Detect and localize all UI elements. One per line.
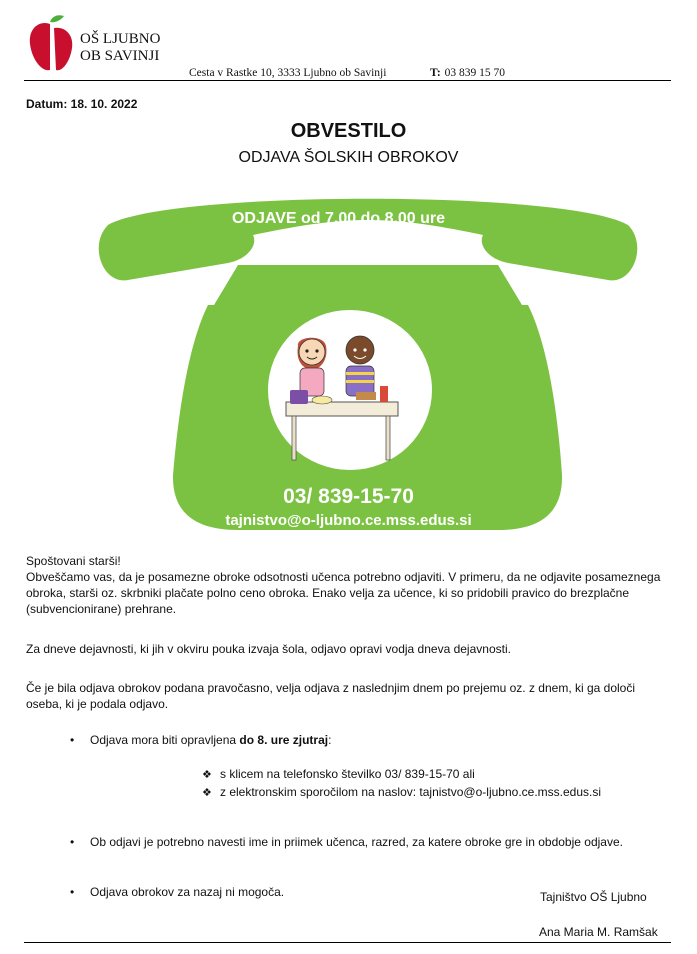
sub-item-2: z elektronskim sporočilom na naslov: tajnistvo@o-ljubno.ce.mss.edus.si [220,785,602,799]
graphic-phone: 03/ 839-15-70 [283,485,414,508]
phone-label: T: [430,67,441,79]
bullet-1-suffix: : [328,733,332,747]
intro-block [26,553,671,617]
footer-divider [24,942,671,943]
signature-name: Ana Maria M. Ramšak [539,925,658,939]
sub-item-1: s klicem na telefonsko številko 03/ 839-15-70 ali [220,767,475,781]
bullet-icon: • [70,733,75,747]
header-divider [24,80,671,81]
list-item [68,733,697,747]
greeting: Spoštovani starši! [26,554,121,568]
apple-logo-icon [28,14,78,76]
bullet-2-text: Ob odjavi je potrebno navesti ime in priimek učenca, razred, za katere obroke gre in obdobje odjave. [90,835,623,849]
graphic-email: tajnistvo@o-ljubno.ce.mss.edus.si [225,512,472,529]
list-item [68,834,670,850]
paragraph-3: Če je bila odjava obrokov podana pravočasno, velja odjava z naslednjim dnem po prejemu oz. z dnem, ki ga določi oseba, ki je podala odjavo. [26,681,636,711]
school-name [80,31,160,65]
bullet-icon: • [70,835,75,849]
children-lunch-icon [280,328,405,463]
bullet-1-bold: do 8. ure zjutraj [239,733,329,747]
diamond-bullet-icon: ❖ [202,787,212,799]
page-subtitle: ODJAVA ŠOLSKIH OBROKOV [238,149,459,166]
paragraph-1: Obveščamo vas, da je posamezne obroke odsotnosti učenca potrebno odjaviti. V primeru, da ne odjavite posameznega obroka, starši oz. skrbniki plačate polno ceno obroka. Enako velja za učence, ki so pridobili pravico do brezplačne (subvencionirane) prehrane. [26,570,661,616]
bullet-icon: • [70,885,75,899]
sub-list-item [202,767,475,781]
diamond-bullet-icon: ❖ [202,769,212,781]
signature-office: Tajništvo OŠ Ljubno [540,890,647,904]
hours-banner: ODJAVE od 7.00 do 8.00 ure [231,210,446,227]
document-date: Datum: 18. 10. 2022 [26,97,138,111]
bullet-1-text: Odjava mora biti opravljena [90,733,240,747]
header-phone [430,67,505,79]
bullet-3-text: Odjava obrokov za nazaj ni mogoča. [90,885,285,899]
school-name-line2: OB SAVINJI [80,48,160,64]
paragraph-2: Za dneve dejavnosti, ki jih v okviru pouka izvaja šola, odjavo opravi vodja dneva dejavnosti. [26,642,511,656]
phone-number: 03 839 15 70 [444,67,506,79]
sub-list-item [202,785,601,799]
school-address: Cesta v Rastke 10, 3333 Ljubno ob Savinji [189,67,387,79]
school-name-line1: OŠ LJUBNO [80,31,161,47]
page-title: OBVESTILO [290,120,407,142]
